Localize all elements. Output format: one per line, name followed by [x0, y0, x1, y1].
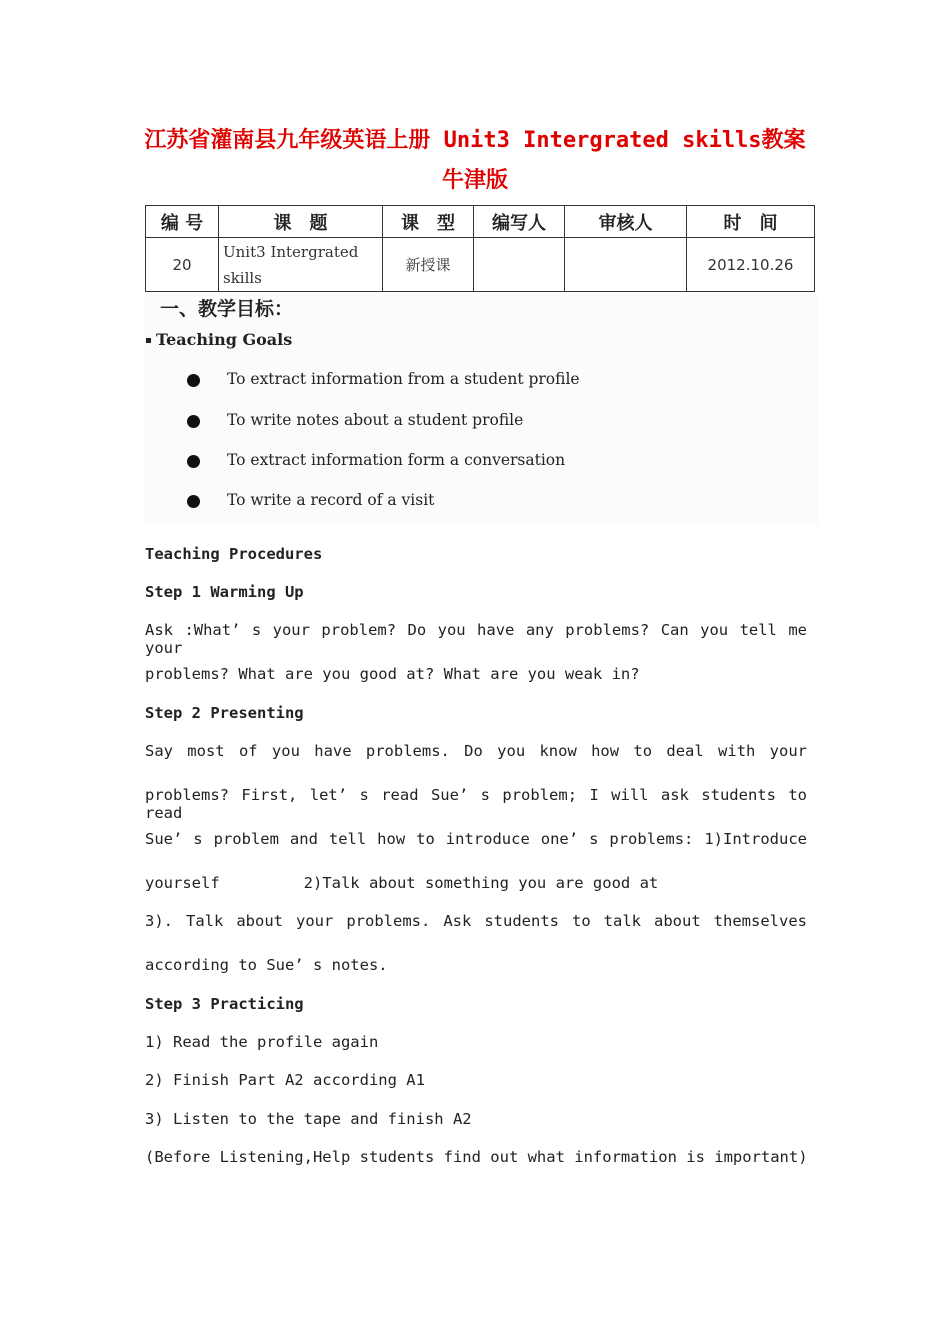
header-number: 编 号	[146, 206, 219, 238]
header-reviewer: 审核人	[565, 206, 687, 238]
section-heading-objectives: 一、教学目标：	[160, 298, 294, 320]
header-author: 编写人	[474, 206, 565, 238]
bullet-icon	[187, 374, 200, 387]
step3-item: 1) Read the profile again	[145, 1033, 379, 1051]
step2-line6: according to Sue’ s notes.	[145, 956, 388, 974]
goal-item	[187, 491, 434, 509]
step2-line2: problems? First, let’ s read Sue’ s problem; I will ask students to read	[145, 786, 807, 822]
step2-line1: Say most of you have problems. Do you know how to deal with your	[145, 742, 807, 760]
step2-line3: Sue’ s problem and tell how to introduce one’ s problems: 1)Introduce	[145, 830, 807, 848]
goal-text: To extract information from a student profile	[227, 370, 580, 388]
step1-line1: Ask :What’ s your problem? Do you have any problems? Can you tell me your	[145, 621, 807, 657]
table-row	[146, 238, 815, 292]
table-header-row	[146, 206, 815, 238]
step2-heading: Step 2 Presenting	[145, 704, 304, 722]
square-bullet-icon	[146, 338, 151, 343]
bullet-icon	[187, 495, 200, 508]
cell-topic-line2: skills	[223, 268, 262, 287]
teaching-goals-heading	[146, 330, 292, 349]
goal-text: To extract information form a conversation	[227, 451, 566, 469]
header-lesson-type: 课 型	[383, 206, 474, 238]
header-topic: 课 题	[219, 206, 383, 238]
bullet-icon	[187, 415, 200, 428]
teaching-goals-label: Teaching Goals	[156, 330, 293, 349]
step3-item: (Before Listening,Help students find out what information is important)	[145, 1148, 808, 1166]
goal-item	[187, 451, 565, 469]
document-title-line2: 牛津版	[441, 168, 508, 193]
cell-number: 20	[146, 238, 219, 292]
step3-item: 2) Finish Part A2 according A1	[145, 1071, 425, 1089]
goal-text: To write notes about a student profile	[227, 411, 524, 429]
cell-author	[474, 238, 565, 292]
bullet-icon	[187, 455, 200, 468]
step1-heading: Step 1 Warming Up	[145, 583, 304, 601]
step3-heading: Step 3 Practicing	[145, 995, 304, 1013]
cell-topic	[219, 238, 383, 292]
procedures-heading: Teaching Procedures	[145, 545, 323, 563]
cell-date: 2012.10.26	[687, 238, 815, 292]
goal-item	[187, 411, 523, 429]
cell-reviewer	[565, 238, 687, 292]
lesson-info-table	[145, 205, 815, 292]
step2-line4: yourself 2)Talk about something you are good at	[145, 874, 659, 892]
step1-line2: problems? What are you good at? What are you weak in?	[145, 665, 640, 683]
cell-topic-line1: Unit3 Intergrated	[223, 242, 359, 261]
step3-item: 3) Listen to the tape and finish A2	[145, 1110, 472, 1128]
goal-item	[187, 370, 580, 388]
cell-lesson-type: 新授课	[383, 238, 474, 292]
goal-text: To write a record of a visit	[227, 491, 435, 509]
step2-line5: 3). Talk about your problems. Ask students to talk about themselves	[145, 912, 807, 930]
header-date: 时 间	[687, 206, 815, 238]
document-title-line1: 江苏省灌南县九年级英语上册 Unit3 Intergrated skills教案	[144, 128, 806, 153]
